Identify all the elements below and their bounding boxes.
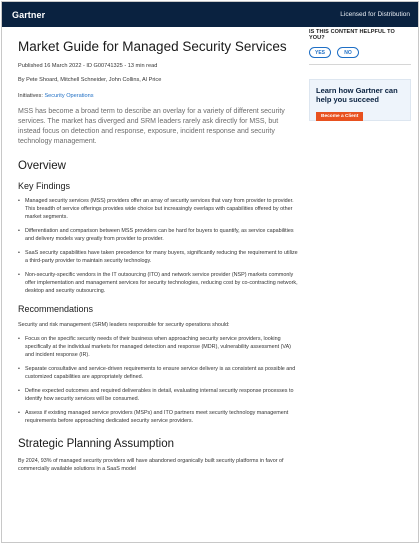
yes-button[interactable]: YES — [309, 47, 331, 58]
list-item: • Non-security-specific vendors in the IT outsourcing (ITO) and network service provider (NSP) markets commonly offer implementation and management services for security technologies, reducing cost by co-contracting network, desktop and security outsourcing. — [18, 272, 298, 294]
client-promo — [309, 79, 411, 121]
list-item: • Define expected outcomes and required deliverables in detail, evaluating internal security response processes to identify how security services will be consumed. — [18, 388, 294, 402]
initiatives-label: Initiatives: — [18, 93, 43, 99]
no-button[interactable]: NO — [337, 47, 359, 58]
bullet-icon: • — [18, 336, 20, 342]
list-item: • Focus on the specific security needs of their business when approaching security service providers, looking specifically at the individual markets for managed detection and response (MDR), vulnerability assessment (VA) and incident response (IR). — [18, 336, 291, 358]
document-main — [18, 38, 298, 473]
list-item: • SaaS security capabilities have taken precedence for many buyers, significantly reducing the requirement to utilize a third-party provider to maintain security technology. — [18, 250, 298, 264]
recommendations-intro: Security and risk management (SRM) leaders responsible for security operations should: — [18, 322, 230, 328]
gartner-logo[interactable]: Gartner — [12, 9, 46, 20]
recommendations-heading: Recommendations — [18, 304, 94, 314]
bullet-icon: • — [18, 272, 20, 278]
list-item: • Managed security services (MSS) providers offer an array of security services that vary from provider to provider. This breadth of service offerings provides wide choice but increasingly overlaps with capabilities offered by other market segments. — [18, 198, 294, 220]
key-findings-heading: Key Findings — [18, 181, 71, 191]
key-findings-list — [18, 197, 298, 295]
strategic-heading: Strategic Planning Assumption — [18, 438, 174, 450]
bullet-icon: • — [18, 410, 20, 416]
sidebar-divider — [309, 64, 411, 65]
become-client-button[interactable]: Become a Client — [316, 112, 363, 121]
bullet-icon: • — [18, 366, 20, 372]
feedback-buttons — [309, 47, 411, 58]
document-authors: By Pete Shoard, Mitchell Schneider, John Collins, Al Price — [18, 77, 162, 83]
summary-lead: MSS has become a broad term to describe an overlay for a variety of different security services. The market has diverged and SRM leaders rarely ask directly for MSS, but instead focus on detection and response, exposure, incident response and security technology management. — [18, 108, 285, 145]
document-title: Market Guide for Managed Security Services — [18, 39, 287, 54]
page-frame — [1, 1, 419, 543]
licensed-label: Licensed for Distribution — [340, 11, 410, 18]
list-item: • Separate consultative and service-driven requirements to ensure service delivery is as consistent as possible and customized capabilities are appropriately defined. — [18, 366, 296, 380]
overview-heading: Overview — [18, 160, 66, 172]
helpful-question: IS THIS CONTENT HELPFUL TO YOU? — [309, 29, 395, 41]
bullet-icon: • — [18, 388, 20, 394]
bullet-icon: • — [18, 228, 20, 234]
initiatives-link[interactable]: Security Operations — [44, 93, 94, 99]
bullet-icon: • — [18, 198, 20, 204]
recommendations-list — [18, 335, 298, 425]
initiatives-row — [18, 93, 298, 99]
list-item: • Differentiation and comparison between MSS providers can be hard for buyers to quantify, as service capabilities and delivery models vary greatly from provider to provider. — [18, 228, 294, 242]
document-meta: Published 16 March 2022 - ID G00741325 - 13 min read — [18, 63, 158, 69]
top-bar — [2, 2, 419, 27]
bullet-icon: • — [18, 250, 20, 256]
strategic-text: By 2024, 93% of managed security providers will have abandoned organically built security platforms in favor of commercially available solutions in a SaaS model — [18, 458, 284, 472]
promo-title: Learn how Gartner can help you succeed — [316, 86, 398, 104]
list-item: • Assess if existing managed service providers (MSPs) and ITO partners meet security technology management requirements before approaching dedicated security service providers. — [18, 410, 289, 424]
right-sidebar — [309, 29, 411, 121]
